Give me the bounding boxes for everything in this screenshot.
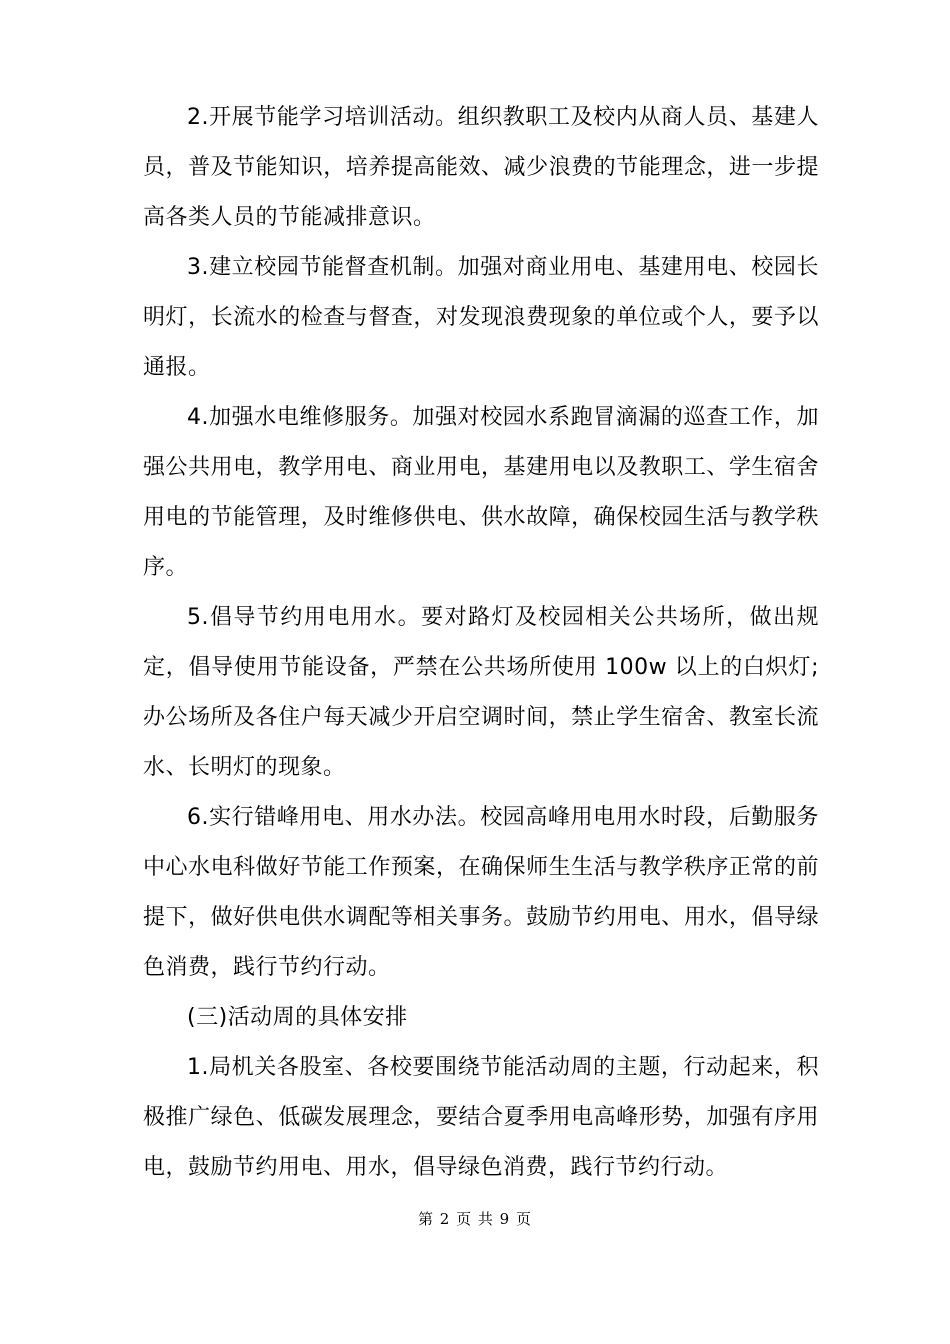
paragraph-item-6: 6.实行错峰用电、用水办法。校园高峰用电用水时段，后勤服务中心水电科做好节能工作预案，在确保师生生活与教学秩序正常的前提下，做好供电供水调配等相关事务。鼓励节约用电、用水，倡导绿色消费，践行节约行动。 (143, 805, 819, 980)
section-heading: (三)活动周的具体安排 (187, 1005, 408, 1030)
paragraph-item-5: 5.倡导节约用电用水。要对路灯及校园相关公共场所，做出规定，倡导使用节能设备，严禁在公共场所使用 100w 以上的白炽灯;办公场所及各住户每天减少开启空调时间，禁止学生宿舍、教室长流水、长明灯的现象。 (143, 605, 819, 780)
paragraph-item-2: 2.开展节能学习培训活动。组织教职工及校内从商人员、基建人员，普及节能知识，培养提高能效、减少浪费的节能理念，进一步提高各类人员的节能减排意识。 (143, 105, 819, 230)
document-body (143, 93, 819, 1193)
page-footer: 第 2 页 共 9 页 (418, 1210, 532, 1228)
paragraph-item-3: 3.建立校园节能督查机制。加强对商业用电、基建用电、校园长明灯，长流水的检查与督查，对发现浪费现象的单位或个人，要予以通报。 (143, 255, 819, 380)
paragraph-item-4: 4.加强水电维修服务。加强对校园水系跑冒滴漏的巡查工作，加强公共用电，教学用电、商业用电，基建用电以及教职工、学生宿舍用电的节能管理，及时维修供电、供水故障，确保校园生活与教学秩序。 (143, 405, 819, 580)
paragraph-item-1: 1.局机关各股室、各校要围绕节能活动周的主题，行动起来，积极推广绿色、低碳发展理念，要结合夏季用电高峰形势，加强有序用电，鼓励节约用电、用水，倡导绿色消费，践行节约行动。 (143, 1055, 819, 1180)
